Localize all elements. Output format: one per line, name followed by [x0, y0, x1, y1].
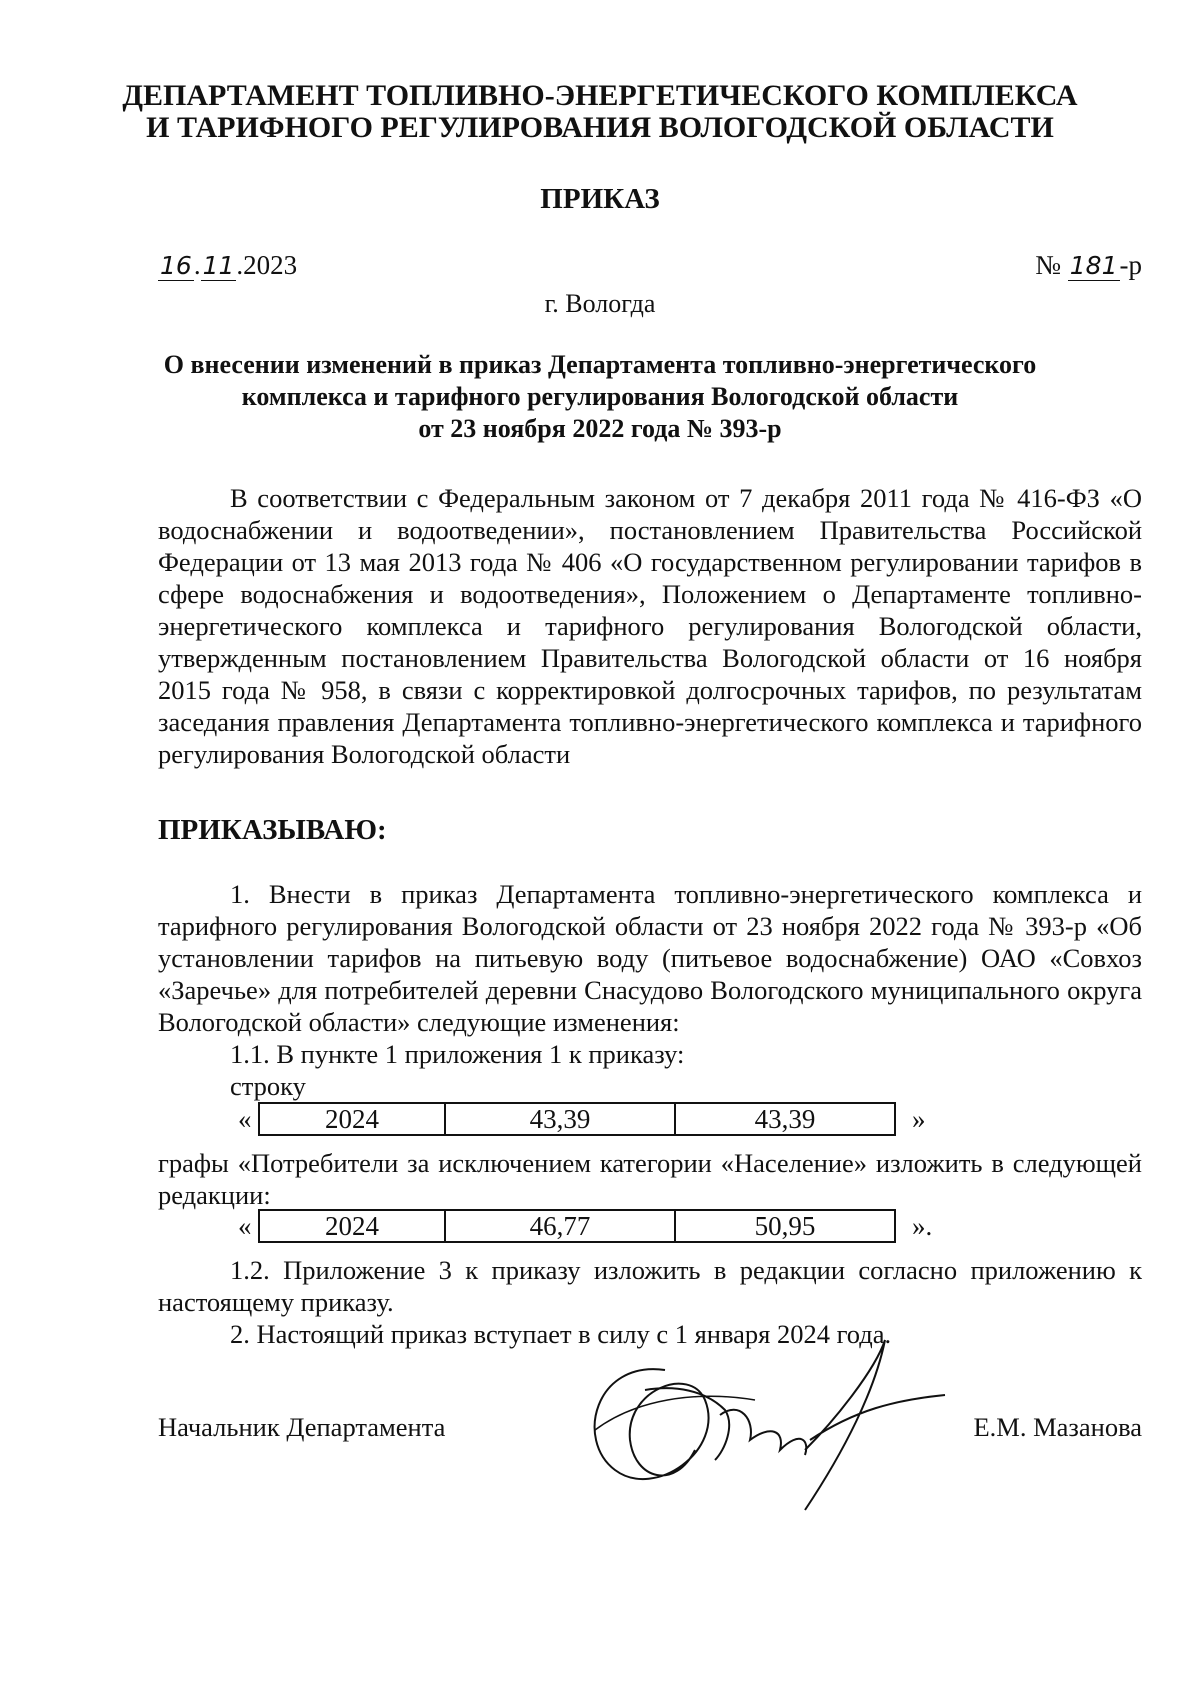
- item-1-paragraph: 1. Внести в приказ Департамента топливно-энергетического комплекса и тарифного регулирования Вологодской области от 23 ноября 2022 года № 393-р «Об установлении тарифов на питьевую воду (питьевое водоснабжение) ОАО «Совхоз «Заречье» для потребителей деревни Снасудово Вологодского муниципального округа Вологодской области» следующие изменения:: [158, 879, 1142, 1037]
- row-word: строку: [230, 1071, 306, 1101]
- old-row-close-quote: »: [912, 1104, 926, 1134]
- date-year: .2023: [236, 250, 298, 280]
- item-1-1: 1.1. В пункте 1 приложения 1 к приказу:: [230, 1039, 685, 1069]
- handwritten-signature: [555, 1330, 955, 1520]
- department-name-line2: И ТАРИФНОГО РЕГУЛИРОВАНИЯ ВОЛОГОДСКОЙ ОБЛАСТИ: [146, 111, 1054, 144]
- item-2: 2. Настоящий приказ вступает в силу с 1 января 2024 года.: [230, 1319, 892, 1349]
- subject-line1: О внесении изменений в приказ Департамента топливно-энергетического: [163, 350, 1037, 379]
- number-value: 181: [1069, 251, 1118, 280]
- old-row-year: 2024: [259, 1103, 445, 1135]
- columns-text: графы «Потребители за исключением категории «Население» изложить в следующей редакции:: [158, 1148, 1142, 1210]
- department-name-line1: ДЕПАРТАМЕНТ ТОПЛИВНО-ЭНЕРГЕТИЧЕСКОГО КОМПЛЕКСА: [122, 79, 1078, 112]
- subject-line2: комплекса и тарифного регулирования Вологодской области: [241, 382, 959, 411]
- table-row: [259, 1103, 895, 1135]
- new-row-open-quote: «: [238, 1211, 252, 1241]
- order-date: 16.11.2023: [160, 250, 298, 280]
- new-row-year: 2024: [259, 1210, 445, 1242]
- date-day: 16: [160, 251, 192, 280]
- signatory-name: Е.М. Мазанова: [973, 1412, 1142, 1442]
- signatory-position: Начальник Департамента: [158, 1412, 446, 1442]
- order-title: ПРИКАЗ: [540, 183, 660, 215]
- new-row-table: [258, 1209, 896, 1243]
- new-row-value-2: 50,95: [675, 1210, 895, 1242]
- item-1-2: 1.2. Приложение 3 к приказу изложить в редакции согласно приложению к настоящему приказу.: [158, 1255, 1142, 1317]
- subject-line3: от 23 ноября 2022 года № 393-р: [418, 414, 782, 443]
- number-suffix: -р: [1119, 250, 1142, 280]
- old-row-open-quote: «: [238, 1104, 252, 1134]
- new-row-value-1: 46,77: [445, 1210, 675, 1242]
- date-month: 11: [202, 251, 235, 280]
- new-row-close-quote: ».: [912, 1211, 933, 1241]
- city: г. Вологда: [544, 289, 656, 318]
- old-row-table: [258, 1102, 896, 1136]
- number-prefix: №: [1035, 250, 1062, 280]
- old-row-value-2: 43,39: [675, 1103, 895, 1135]
- table-row: [259, 1210, 895, 1242]
- order-word: ПРИКАЗЫВАЮ:: [158, 814, 387, 846]
- preamble-paragraph: В соответствии с Федеральным законом от 7 декабря 2011 года № 416-ФЗ «О водоснабжении и водоотведении», постановлением Правительства Российской Федерации от 13 мая 2013 года № 406 «О государственном регулировании тарифов в сфере водоснабжения и водоотведения», Положением о Департаменте топливно-энергетического комплекса и тарифного регулирования Вологодской области, утвержденным постановлением Правительства Вологодской области от 16 ноября 2015 года № 958, в связи с корректировкой долгосрочных тарифов, по результатам заседания правления Департамента топливно-энергетического комплекса и тарифного регулирования Вологодской области: [158, 483, 1142, 769]
- order-subject: [140, 349, 1060, 445]
- order-number: [1035, 250, 1142, 281]
- old-row-value-1: 43,39: [445, 1103, 675, 1135]
